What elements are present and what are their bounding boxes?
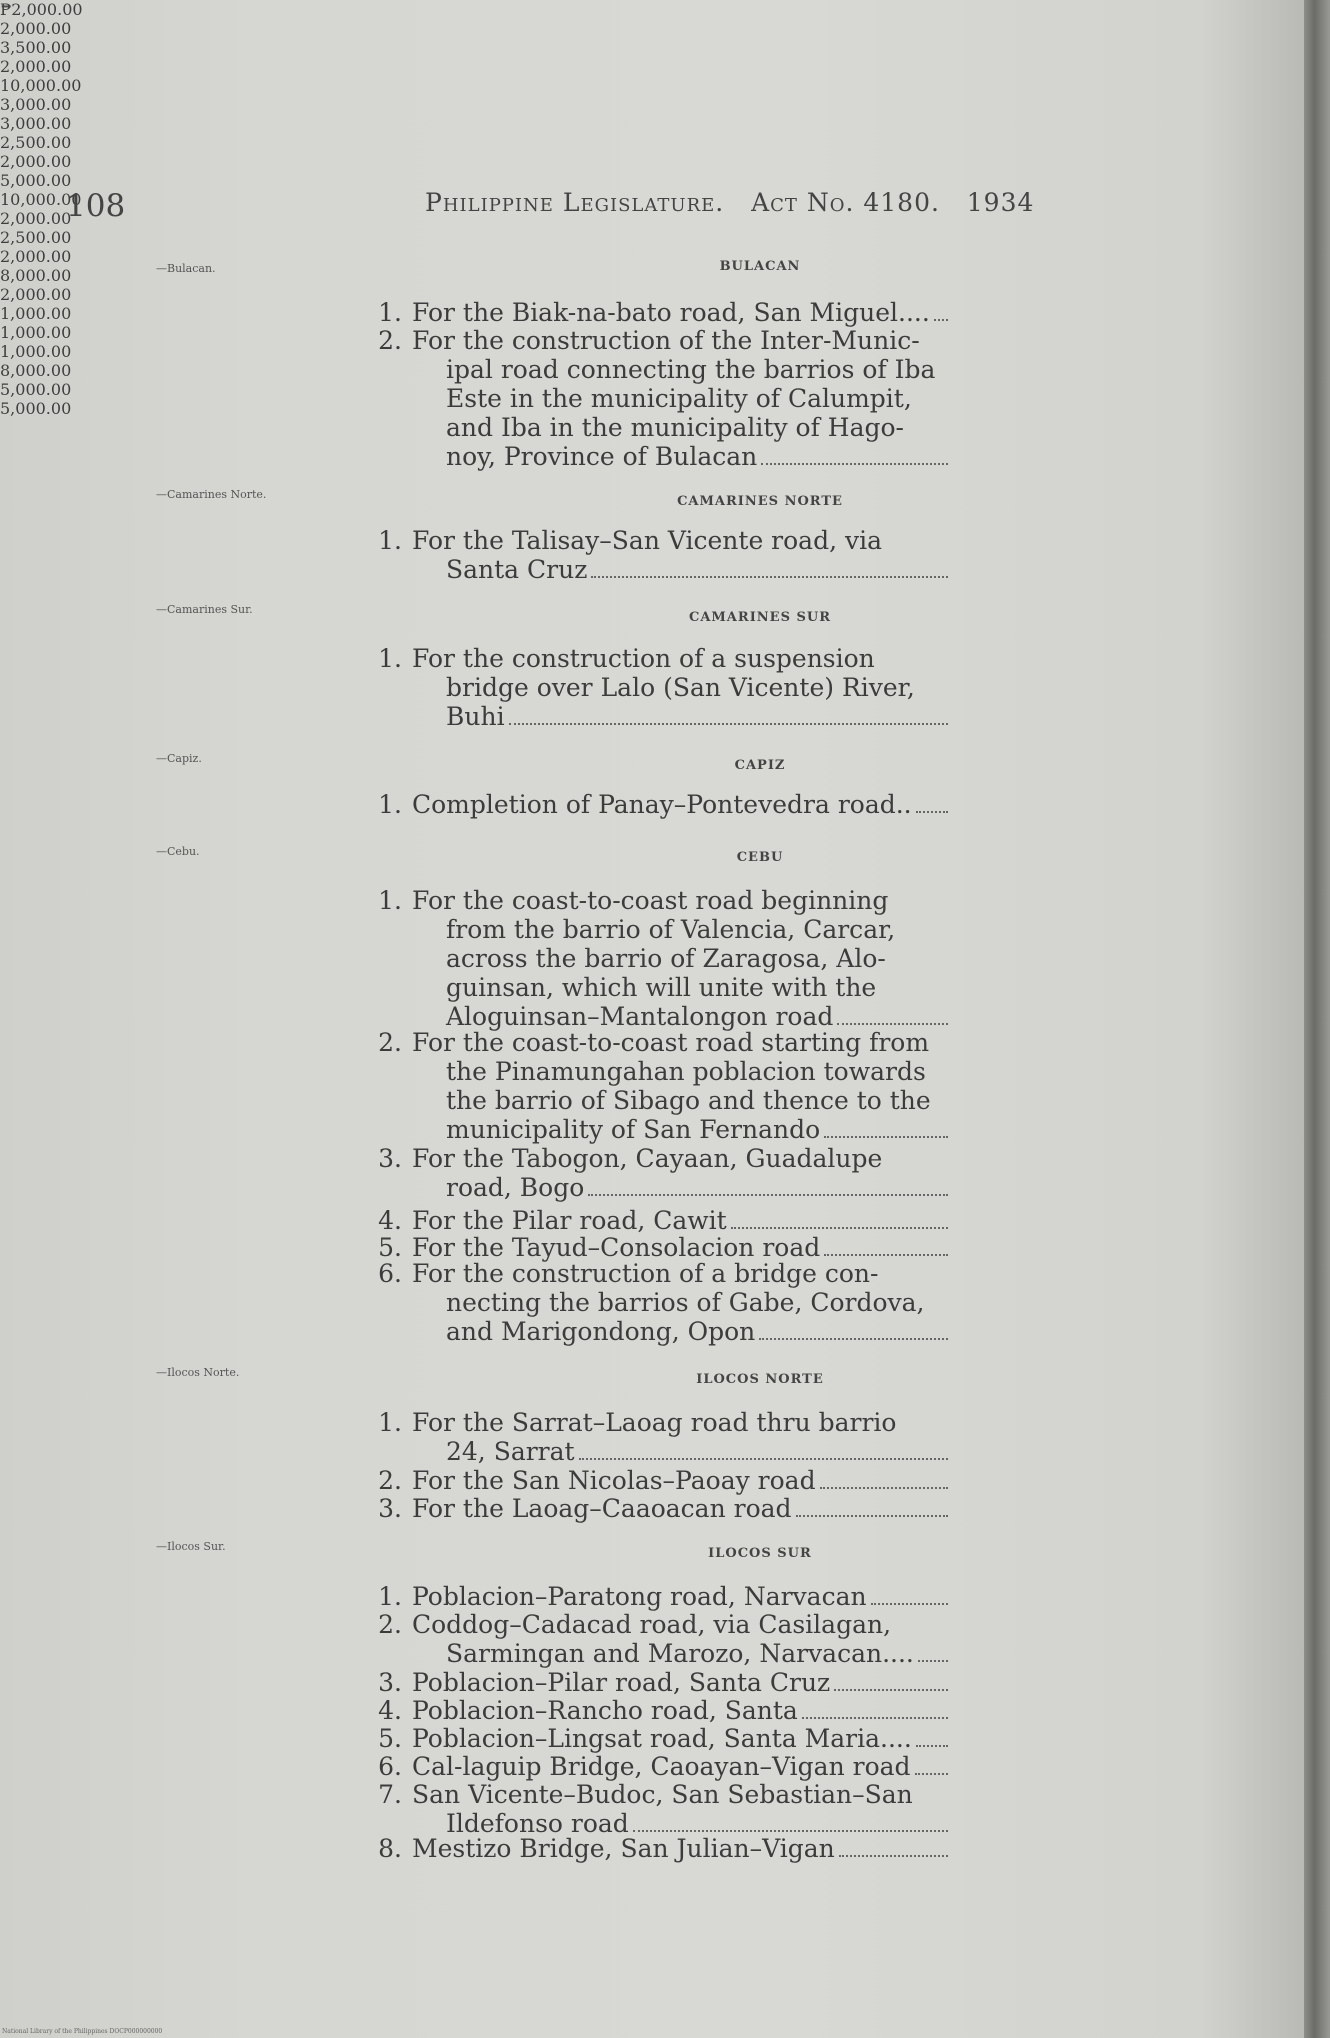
item-number: 1.: [378, 1408, 402, 1437]
item-number: 5.: [378, 1233, 402, 1262]
item-text: Cal-laguip Bridge, Caoayan–Vigan road: [412, 1752, 911, 1781]
item-text: For the construction of the Inter-Munic-: [412, 326, 920, 355]
item-text: For the Tabogon, Cayaan, Guadalupe: [412, 1144, 883, 1173]
item-text-line: [412, 1724, 952, 1753]
page-number: 108: [66, 188, 126, 224]
item-number: 1.: [378, 886, 402, 915]
item-text: Poblacion–Pilar road, Santa Cruz: [412, 1668, 831, 1697]
item-amount: 5,000.00: [0, 171, 72, 190]
item-text: Sarmingan and Marozo, Narvacan....: [446, 1639, 914, 1668]
leader-dots: [834, 1689, 948, 1691]
province-heading: ILOCOS NORTE: [696, 1372, 824, 1387]
leader-dots: [839, 1855, 948, 1857]
item-text: For the San Nicolas–Paoay road: [412, 1466, 816, 1495]
item-text-line: [412, 1057, 952, 1086]
item-text-line: [412, 526, 952, 555]
item-text: necting the barrios of Gabe, Cordova,: [446, 1288, 925, 1317]
item-text: For the construction of a bridge con-: [412, 1259, 879, 1288]
item-amount: 10,000.00: [0, 190, 82, 209]
leader-dots: [915, 1773, 948, 1775]
item-text: and Marigondong, Opon: [446, 1317, 756, 1346]
item-amount: 5,000.00: [0, 399, 72, 418]
item-text-line: [412, 915, 952, 944]
item-text: guinsan, which will unite with the: [446, 973, 877, 1002]
item-number: 3.: [378, 1144, 402, 1173]
item-amount: 3,000.00: [0, 95, 72, 114]
item-amount: ₱2,000.00: [0, 0, 83, 19]
item-text-line: [412, 1668, 952, 1697]
item-text: Mestizo Bridge, San Julian–Vigan: [412, 1834, 835, 1863]
running-head: [425, 188, 1034, 217]
item-text: Ildefonso road: [446, 1809, 629, 1838]
item-number: 7.: [378, 1780, 402, 1809]
item-text: For the Laoag–Caaoacan road: [412, 1494, 792, 1523]
item-text: 24, Sarrat: [446, 1437, 575, 1466]
item-text: the barrio of Sibago and thence to the: [446, 1086, 931, 1115]
item-text: bridge over Lalo (San Vicente) River,: [446, 673, 915, 702]
item-text: Buhi: [446, 702, 505, 731]
item-text-line: [412, 973, 952, 1002]
item-text: For the Sarrat–Laoag road thru barrio: [412, 1408, 897, 1437]
item-text-line: [412, 1028, 952, 1057]
item-amount: 1,000.00: [0, 342, 72, 361]
item-number: 2.: [378, 1466, 402, 1495]
item-amount: 10,000.00: [0, 76, 82, 95]
item-text: the Pinamungahan poblacion towards: [446, 1057, 926, 1086]
item-text-line: [412, 1144, 952, 1173]
item-number: 4.: [378, 1206, 402, 1235]
item-number: 3.: [378, 1494, 402, 1523]
leader-dots: [796, 1515, 948, 1517]
province-heading: CAPIZ: [734, 758, 786, 773]
item-amount: 2,500.00: [0, 228, 72, 247]
item-amount: 2,000.00: [0, 57, 72, 76]
item-text-line: [412, 1288, 952, 1317]
item-text: For the coast-to-coast road starting from: [412, 1028, 930, 1057]
item-text: Poblacion–Rancho road, Santa: [412, 1696, 798, 1725]
item-amount: 2,000.00: [0, 285, 72, 304]
item-text-line: [412, 702, 952, 731]
item-text: For the construction of a suspension: [412, 644, 875, 673]
province-heading: CAMARINES NORTE: [677, 494, 843, 509]
item-amount: 5,000.00: [0, 380, 72, 399]
item-text: ipal road connecting the barrios of Iba: [446, 355, 936, 384]
item-number: 2.: [378, 1028, 402, 1057]
province-heading: CEBU: [736, 850, 784, 865]
leader-dots: [916, 811, 948, 813]
running-head-title: Philippine Legislature.: [425, 188, 725, 217]
item-number: 1.: [378, 298, 402, 327]
leader-dots: [916, 1745, 948, 1747]
item-text-line: [412, 1002, 952, 1031]
item-amount: 3,500.00: [0, 38, 72, 57]
item-text-line: [412, 384, 952, 413]
item-number: 2.: [378, 326, 402, 355]
item-text-line: [412, 673, 952, 702]
item-text-line: [412, 886, 952, 915]
item-text-line: [412, 944, 952, 973]
page-gutter-shadow: [1304, 0, 1330, 2038]
item-number: 1.: [378, 526, 402, 555]
margin-note: —Ilocos Norte.: [156, 1366, 240, 1379]
item-text: For the Biak-na-bato road, San Miguel....: [412, 298, 930, 327]
item-text-line: [412, 1233, 952, 1262]
item-text: across the barrio of Zaragosa, Alo-: [446, 944, 886, 973]
item-text-line: [412, 1086, 952, 1115]
item-text: road, Bogo: [446, 1173, 585, 1202]
item-text: San Vicente–Budoc, San Sebastian–San: [412, 1780, 913, 1809]
item-text: Aloguinsan–Mantalongon road: [446, 1002, 834, 1031]
leader-dots: [918, 1660, 948, 1662]
item-text-line: [412, 1582, 952, 1611]
margin-note: —Camarines Norte.: [156, 488, 267, 501]
item-amount: 2,000.00: [0, 247, 72, 266]
item-number: 5.: [378, 1724, 402, 1753]
running-head-act: Act No. 4180.: [751, 188, 940, 217]
leader-dots: [633, 1830, 948, 1832]
item-text-line: [412, 1752, 952, 1781]
item-text: For the coast-to-coast road beginning: [412, 886, 889, 915]
item-amount: 1,000.00: [0, 323, 72, 342]
item-text-line: [412, 442, 952, 471]
leader-dots: [761, 463, 948, 465]
item-text-line: [412, 1206, 952, 1235]
item-text-line: [412, 1317, 952, 1346]
item-number: 6.: [378, 1259, 402, 1288]
leader-dots: [509, 723, 948, 725]
item-text: For the Pilar road, Cawit: [412, 1206, 727, 1235]
margin-note: —Camarines Sur.: [156, 603, 253, 616]
leader-dots: [759, 1338, 948, 1340]
item-text-line: [412, 413, 952, 442]
leader-dots: [588, 1194, 948, 1196]
leader-dots: [802, 1717, 948, 1719]
item-text-line: [412, 298, 952, 327]
item-text-line: [412, 1173, 952, 1202]
leader-dots: [731, 1227, 948, 1229]
margin-note: —Capiz.: [156, 752, 202, 765]
item-text-line: [412, 1834, 952, 1863]
province-heading: CAMARINES SUR: [688, 610, 832, 625]
item-text: Poblacion–Paratong road, Narvacan: [412, 1582, 867, 1611]
item-amount: 2,500.00: [0, 133, 72, 152]
leader-dots: [871, 1603, 948, 1605]
item-text-line: [412, 326, 952, 355]
item-text: Completion of Panay–Pontevedra road..: [412, 790, 912, 819]
item-text-line: [412, 355, 952, 384]
item-text-line: [412, 1408, 952, 1437]
item-amount: 2,000.00: [0, 209, 72, 228]
item-number: 4.: [378, 1696, 402, 1725]
item-amount: 2,000.00: [0, 152, 72, 171]
item-text-line: [412, 1610, 952, 1639]
item-text-line: [412, 1494, 952, 1523]
item-number: 2.: [378, 1610, 402, 1639]
item-text: For the Tayud–Consolacion road: [412, 1233, 821, 1262]
leader-dots: [934, 319, 948, 321]
leader-dots: [591, 576, 948, 578]
province-heading: BULACAN: [719, 259, 801, 274]
item-amount: 2,000.00: [0, 19, 72, 38]
item-text: and Iba in the municipality of Hago-: [446, 413, 904, 442]
item-text-line: [412, 1696, 952, 1725]
item-text: from the barrio of Valencia, Carcar,: [446, 915, 896, 944]
leader-dots: [837, 1023, 948, 1025]
item-text: Santa Cruz: [446, 555, 588, 584]
item-text: noy, Province of Bulacan: [446, 442, 758, 471]
item-number: 1.: [378, 1582, 402, 1611]
item-text: Poblacion–Lingsat road, Santa Maria....: [412, 1724, 912, 1753]
margin-note: —Bulacan.: [156, 262, 216, 275]
item-number: 1.: [378, 790, 402, 819]
margin-note: —Cebu.: [156, 845, 200, 858]
item-text-line: [412, 1437, 952, 1466]
item-amount: 8,000.00: [0, 266, 72, 285]
item-text: Coddog–Cadacad road, via Casilagan,: [412, 1610, 892, 1639]
item-text-line: [412, 1466, 952, 1495]
item-number: 3.: [378, 1668, 402, 1697]
leader-dots: [820, 1487, 948, 1489]
item-text: municipality of San Fernando: [446, 1115, 821, 1144]
item-text: Este in the municipality of Calumpit,: [446, 384, 912, 413]
item-text: For the Talisay–San Vicente road, via: [412, 526, 883, 555]
item-number: 6.: [378, 1752, 402, 1781]
item-amount: 8,000.00: [0, 361, 72, 380]
leader-dots: [824, 1136, 948, 1138]
item-amount: 3,000.00: [0, 114, 72, 133]
item-number: 1.: [378, 644, 402, 673]
item-text-line: [412, 644, 952, 673]
scan-footer: National Library of the Philippines DOCP000000000: [2, 2028, 163, 2035]
item-text-line: [412, 1259, 952, 1288]
item-text-line: [412, 790, 952, 819]
item-number: 8.: [378, 1834, 402, 1863]
item-text-line: [412, 1639, 952, 1668]
province-heading: ILOCOS SUR: [708, 1546, 812, 1561]
item-text-line: [412, 555, 952, 584]
item-text-line: [412, 1780, 952, 1809]
item-text-line: [412, 1115, 952, 1144]
leader-dots: [824, 1254, 948, 1256]
leader-dots: [579, 1458, 948, 1460]
running-head-year: 1934: [966, 188, 1035, 217]
margin-note: —Ilocos Sur.: [156, 1540, 226, 1553]
item-amount: 1,000.00: [0, 304, 72, 323]
